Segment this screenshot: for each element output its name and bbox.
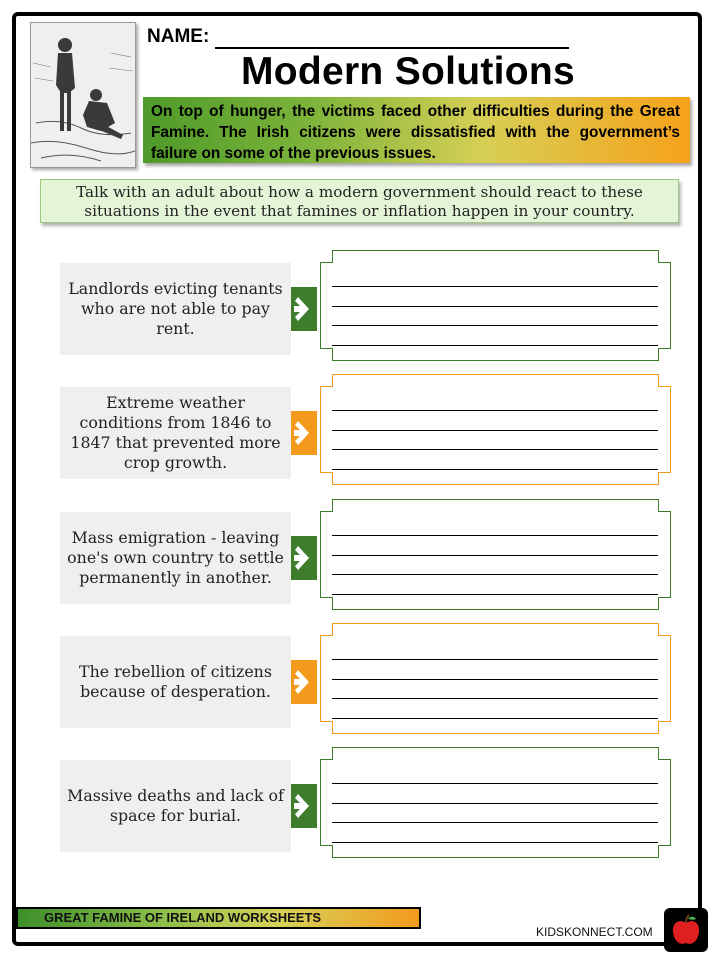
answer-line[interactable]: [332, 469, 658, 470]
answer-line[interactable]: [332, 659, 658, 660]
answer-line[interactable]: [332, 306, 658, 307]
famine-illustration: [30, 22, 136, 168]
answer-box[interactable]: [320, 374, 670, 484]
answer-line[interactable]: [332, 783, 658, 784]
answer-line[interactable]: [332, 842, 658, 843]
situation-box: Mass emigration - leaving one's own country to settle permanently in another.: [60, 512, 291, 604]
name-field[interactable]: [147, 26, 577, 50]
arrow-right-icon: [291, 536, 317, 580]
answer-box[interactable]: [320, 499, 670, 609]
arrow-right-icon: [291, 411, 317, 455]
answer-line[interactable]: [332, 679, 658, 680]
answer-line[interactable]: [332, 594, 658, 595]
answer-line[interactable]: [332, 286, 658, 287]
answer-line[interactable]: [332, 325, 658, 326]
answer-line[interactable]: [332, 718, 658, 719]
name-label: NAME:: [147, 26, 210, 47]
answer-line[interactable]: [332, 803, 658, 804]
answer-line[interactable]: [332, 822, 658, 823]
answer-line[interactable]: [332, 574, 658, 575]
footer-site: KIDSKONNECT.COM: [536, 925, 653, 939]
answer-line[interactable]: [332, 555, 658, 556]
arrow-right-icon: [291, 287, 317, 331]
answer-line[interactable]: [332, 535, 658, 536]
apple-logo-icon: [664, 908, 708, 952]
answer-line[interactable]: [332, 410, 658, 411]
arrow-right-icon: [291, 660, 317, 704]
intro-banner: On top of hunger, the victims faced other difficulties during the Great Famine. The Irish citizens were dissatisfied with the government’s failure on some of the previous issues.: [143, 97, 690, 163]
instruction-box: Talk with an adult about how a modern government should react to these situations in the event that famines or inflation happen in your country.: [40, 179, 679, 223]
arrow-right-icon: [291, 784, 317, 828]
answer-box[interactable]: [320, 623, 670, 733]
answer-line[interactable]: [332, 430, 658, 431]
answer-line[interactable]: [332, 449, 658, 450]
answer-box[interactable]: [320, 250, 670, 360]
answer-box[interactable]: [320, 747, 670, 857]
name-blank-line[interactable]: [215, 47, 569, 49]
situation-box: Landlords evicting tenants who are not able to pay rent.: [60, 263, 291, 355]
situation-box: The rebellion of citizens because of desperation.: [60, 636, 291, 728]
situation-box: Massive deaths and lack of space for burial.: [60, 760, 291, 852]
answer-line[interactable]: [332, 698, 658, 699]
page-title: Modern Solutions: [240, 50, 576, 93]
answer-line[interactable]: [332, 345, 658, 346]
footer-series-banner: GREAT FAMINE OF IRELAND WORKSHEETS: [16, 907, 421, 929]
situation-box: Extreme weather conditions from 1846 to 1847 that prevented more crop growth.: [60, 387, 291, 479]
